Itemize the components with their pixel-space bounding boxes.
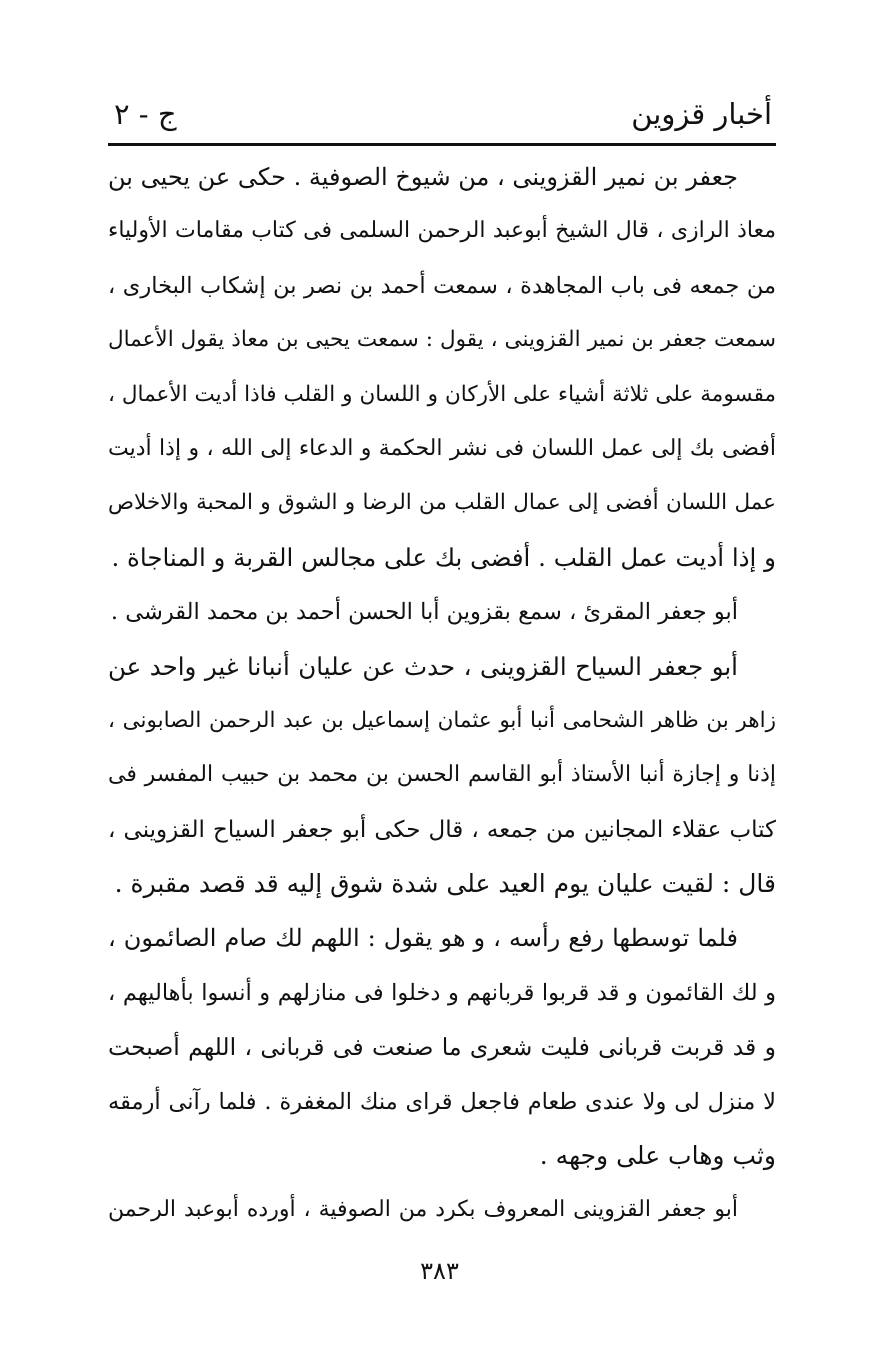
text-line: و إذا أديت عمل القلب . أفضى بك على مجالس القربة و المناجاة . [111,542,776,572]
text-line: أبو جعفر المقرئ ، سمع بقزوين أبا الحسن أحمد بن محمد القرشى . [110,599,738,626]
text-line: زاهر بن ظاهر الشحامى أنبا أبو عثمان إسماعيل بن عبد الرحمن الصابونى ، [108,707,776,733]
text-line: كتاب عقلاء المجانين من جمعه ، قال حكى أبو جعفر السياح القزوينى ، [108,816,776,843]
text-line: جعفر بن نمير القزوينى ، من شيوخ الصوفية . حكى عن يحيى بن [108,163,738,191]
text-line: مقسومة على ثلاثة أشياء على الأركان و اللسان و القلب فاذا أديت الأعمال ، [108,381,776,407]
text-line: و لك القائمون و قد قربوا قربانهم و دخلوا فى منازلهم و أنسوا بأهاليهم ، [108,979,776,1006]
text-line: وثب وهاب على وجهه . [539,1141,776,1171]
header-rule [108,143,776,146]
text-line: قال : لقيت عليان يوم العيد على شدة شوق إليه قد قصد مقبرة . [114,869,776,899]
text-line: سمعت جعفر بن نمير القزوينى ، يقول : سمعت يحيى بن معاذ يقول الأعمال [108,327,776,353]
text-line: لا منزل لى ولا عندى طعام فاجعل قراى منك المغفرة . فلما رآنى أرمقه [108,1088,776,1115]
body-text [108,150,776,1238]
volume-number: ج - ٢ [114,97,177,131]
text-line: أبو جعفر السياح القزوينى ، حدث عن عليان أنبانا غير واحد عن [108,651,738,681]
text-line: أبو جعفر القزوينى المعروف بكرد من الصوفية ، أورده أبوعبد الرحمن [108,1197,738,1223]
running-title: أخبار قزوين [631,97,772,131]
text-line: و قد قربت قربانى فليت شعرى ما صنعت فى قربانى ، اللهم أصبحت [108,1033,776,1062]
text-line: من جمعه فى باب المجاهدة ، سمعت أحمد بن نصر بن إشكاب البخارى ، [108,272,776,299]
text-line: معاذ الرازى ، قال الشيخ أبوعبد الرحمن السلمى فى كتاب مقامات الأولياء [108,218,776,244]
text-line: فلما توسطها رفع رأسه ، و هو يقول : اللهم لك صام الصائمون ، [108,924,738,953]
text-line: أفضى بك إلى عمل اللسان فى نشر الحكمة و الدعاء إلى الله ، و إذا أديت [108,435,776,461]
running-header [108,92,776,138]
text-line: عمل اللسان أفضى إلى عمال القلب من الرضا و الشوق و المحبة والاخلاص [108,490,776,516]
text-line: إذنا و إجازة أنبا الأستاذ أبو القاسم الحسن بن محمد بن حبيب المفسر فى [108,762,776,788]
page-number: ٣٨٣ [420,1257,459,1285]
